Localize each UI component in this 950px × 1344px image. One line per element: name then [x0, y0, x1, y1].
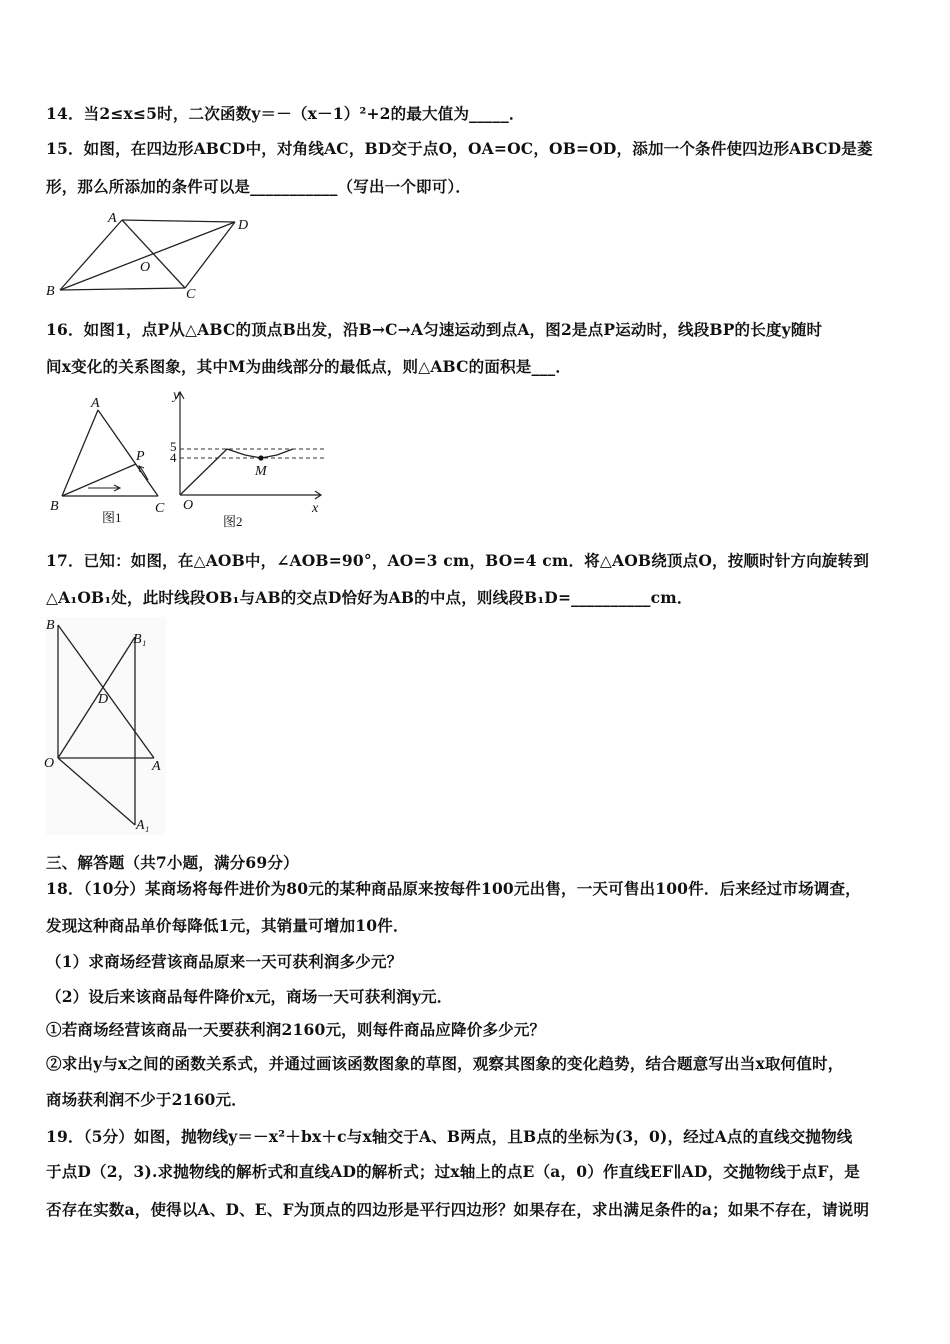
label-O: O: [183, 498, 194, 513]
label-P: P: [136, 449, 145, 464]
q16-triangle-figure-1: [40, 388, 180, 528]
q17-line-1: 17．已知：如图，在△AOB中，∠AOB=90°，AO=3 cm，BO=4 cm．将△AOB绕顶点O，按顺时针方向旋转到: [46, 551, 870, 570]
q16-line-1: 16．如图1，点P从△ABC的顶点B出发，沿B→C→A匀速运动到点A，图2是点P运动时，线段BP的长度y随时: [46, 320, 823, 339]
q18-line-7: 商场获利润不少于2160元．: [46, 1090, 247, 1109]
q16-line-2: 间x变化的关系图象，其中M为曲线部分的最低点，则△ABC的面积是___．: [46, 357, 572, 376]
tick-4: 4: [170, 450, 177, 465]
label-A: A: [108, 211, 117, 226]
q16-graph-figure-2: [165, 385, 335, 533]
q15-parallelogram-figure: [40, 208, 265, 303]
label-A: A: [152, 759, 161, 774]
caption-fig1: 图1: [102, 510, 122, 525]
q18-line-2: 发现这种商品单价每降低1元，其销量可增加10件．: [46, 916, 409, 935]
label-D: D: [238, 218, 249, 233]
label-A: A: [91, 396, 100, 411]
label-C: C: [155, 501, 165, 516]
q18-line-3: （1）求商场经营该商品原来一天可获利润多少元？: [46, 952, 403, 971]
section-3-title: 三、解答题（共7小题，满分69分）: [46, 853, 299, 872]
label-B: B: [46, 284, 55, 299]
q18-line-1: 18．（10分）某商场将每件进价为80元的某种商品原来按每件100元出售，一天可售出100件．后来经过市场调查，: [46, 879, 861, 898]
tick-5: 5: [170, 439, 177, 454]
q15-line-2: 形，那么所添加的条件可以是___________（写出一个即可）．: [46, 177, 472, 196]
label-M: M: [255, 464, 267, 479]
label-O: O: [44, 756, 55, 771]
label-B: B: [46, 618, 55, 633]
label-B1: B₁: [133, 632, 147, 647]
label-C: C: [186, 287, 196, 302]
label-O: O: [140, 260, 151, 275]
q18-line-6: ②求出y与x之间的函数关系式，并通过画该函数图象的草图，观察其图象的变化趋势，结合题意写出当x取何值时，: [46, 1054, 844, 1073]
q19-line-3: 否存在实数a，使得以A、D、E、F为顶点的四边形是平行四边形？如果存在，求出满足条件的a；如果不存在，请说明: [46, 1200, 870, 1219]
axis-x-label: x: [312, 501, 319, 516]
q19-line-2: 于点D（2，3).求抛物线的解析式和直线AD的解析式；过x轴上的点E（a，0）作直线EF∥AD，交抛物线于点F，是: [46, 1162, 860, 1181]
q18-line-5: ①若商场经营该商品一天要获利润2160元，则每件商品应降价多少元？: [46, 1020, 546, 1039]
q18-line-4: （2）设后来该商品每件降价x元，商场一天可获利润y元．: [46, 987, 453, 1006]
caption-fig2: 图2: [223, 514, 243, 529]
q14-line-1: 14．当2≤x≤5时，二次函数y＝－（x－1）²+2的最大值为_____．: [46, 104, 525, 123]
label-D: D: [98, 692, 109, 707]
q19-line-1: 19．（5分）如图，抛物线y＝－x²＋bx＋c与x轴交于A、B两点，且B点的坐标为(3，0)，经过A点的直线交抛物线: [46, 1127, 853, 1146]
axis-y-label: y: [173, 388, 180, 403]
label-B: B: [50, 499, 59, 514]
q17-rotation-figure: [40, 615, 170, 837]
q17-line-2: △A₁OB₁处，此时线段OB₁与AB的交点D恰好为AB的中点，则线段B₁D=__________cm．: [46, 588, 693, 607]
label-A1: A₁: [136, 818, 150, 833]
q15-line-1: 15．如图，在四边形ABCD中，对角线AC，BD交于点O，OA=OC，OB=OD，添加一个条件使四边形ABCD是菱: [46, 139, 873, 158]
